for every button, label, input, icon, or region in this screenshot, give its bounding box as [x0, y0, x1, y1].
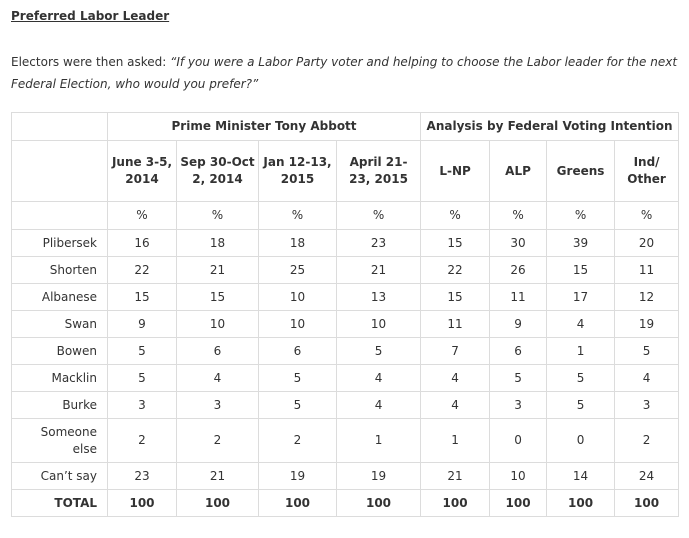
value-cell: 20 [615, 230, 679, 257]
row-label: Macklin [12, 365, 108, 392]
value-cell: 10 [177, 311, 259, 338]
value-cell: 4 [337, 392, 421, 419]
total-cell: 100 [259, 490, 337, 517]
row-label: Bowen [12, 338, 108, 365]
value-cell: 23 [337, 230, 421, 257]
column-header-row [12, 141, 679, 202]
value-cell: 14 [547, 463, 615, 490]
column-header: Sep 30-Oct 2, 2014 [177, 141, 259, 202]
value-cell: 4 [615, 365, 679, 392]
total-cell: 100 [337, 490, 421, 517]
value-cell: 3 [490, 392, 547, 419]
value-cell: 7 [421, 338, 490, 365]
value-cell: 21 [337, 257, 421, 284]
section-heading: Preferred Labor Leader [11, 9, 170, 23]
intro-text [11, 51, 679, 95]
total-cell: 100 [547, 490, 615, 517]
column-header: Ind/ Other [615, 141, 679, 202]
value-cell: 18 [177, 230, 259, 257]
value-cell: 0 [490, 419, 547, 463]
value-cell: 15 [177, 284, 259, 311]
value-cell: 30 [490, 230, 547, 257]
value-cell: 15 [421, 284, 490, 311]
value-cell: 9 [490, 311, 547, 338]
value-cell: 4 [337, 365, 421, 392]
value-cell: 5 [259, 392, 337, 419]
value-cell: 10 [259, 311, 337, 338]
value-cell: 6 [259, 338, 337, 365]
value-cell: 10 [259, 284, 337, 311]
value-cell: 4 [547, 311, 615, 338]
column-header: April 21-23, 2015 [337, 141, 421, 202]
group-header-abbott: Prime Minister Tony Abbott [108, 113, 421, 141]
column-header: Jan 12-13, 2015 [259, 141, 337, 202]
total-cell: 100 [421, 490, 490, 517]
value-cell: 15 [108, 284, 177, 311]
value-cell: 24 [615, 463, 679, 490]
value-cell: 19 [259, 463, 337, 490]
column-header: ALP [490, 141, 547, 202]
table-row [12, 284, 679, 311]
column-header: L-NP [421, 141, 490, 202]
value-cell: 23 [108, 463, 177, 490]
unit-cell: % [337, 202, 421, 230]
value-cell: 16 [108, 230, 177, 257]
value-cell: 5 [547, 392, 615, 419]
row-label: Albanese [12, 284, 108, 311]
value-cell: 1 [421, 419, 490, 463]
poll-table [11, 112, 679, 517]
value-cell: 9 [108, 311, 177, 338]
group-header-row [12, 113, 679, 141]
value-cell: 4 [421, 392, 490, 419]
value-cell: 17 [547, 284, 615, 311]
value-cell: 5 [108, 365, 177, 392]
value-cell: 3 [177, 392, 259, 419]
total-cell: 100 [615, 490, 679, 517]
value-cell: 1 [547, 338, 615, 365]
corner-cell [12, 113, 108, 141]
value-cell: 1 [337, 419, 421, 463]
value-cell: 22 [421, 257, 490, 284]
table-row [12, 311, 679, 338]
value-cell: 4 [177, 365, 259, 392]
value-cell: 12 [615, 284, 679, 311]
value-cell: 21 [177, 257, 259, 284]
row-label: Plibersek [12, 230, 108, 257]
row-label: Swan [12, 311, 108, 338]
unit-cell: % [108, 202, 177, 230]
value-cell: 5 [337, 338, 421, 365]
column-header-blank [12, 141, 108, 202]
poll-table-body [12, 113, 679, 517]
value-cell: 6 [490, 338, 547, 365]
value-cell: 2 [108, 419, 177, 463]
value-cell: 21 [177, 463, 259, 490]
value-cell: 3 [615, 392, 679, 419]
value-cell: 5 [547, 365, 615, 392]
value-cell: 18 [259, 230, 337, 257]
table-row [12, 419, 679, 463]
total-label: TOTAL [12, 490, 108, 517]
value-cell: 5 [108, 338, 177, 365]
value-cell: 21 [421, 463, 490, 490]
row-label: Shorten [12, 257, 108, 284]
total-cell: 100 [177, 490, 259, 517]
value-cell: 0 [547, 419, 615, 463]
value-cell: 11 [615, 257, 679, 284]
column-header: June 3-5, 2014 [108, 141, 177, 202]
value-cell: 10 [490, 463, 547, 490]
unit-cell: % [421, 202, 490, 230]
table-row [12, 365, 679, 392]
value-cell: 22 [108, 257, 177, 284]
table-row [12, 257, 679, 284]
intro-question: “If you were a Labor Party voter and helping to choose the Labor leader for the next Federal Election, who would you prefer?” [11, 55, 678, 91]
value-cell: 5 [490, 365, 547, 392]
value-cell: 4 [421, 365, 490, 392]
total-cell: 100 [490, 490, 547, 517]
unit-label-blank [12, 202, 108, 230]
value-cell: 39 [547, 230, 615, 257]
unit-cell: % [177, 202, 259, 230]
total-row [12, 490, 679, 517]
value-cell: 3 [108, 392, 177, 419]
unit-cell: % [615, 202, 679, 230]
table-row [12, 392, 679, 419]
group-header-voting-intention: Analysis by Federal Voting Intention [421, 113, 679, 141]
unit-row [12, 202, 679, 230]
unit-cell: % [259, 202, 337, 230]
value-cell: 19 [337, 463, 421, 490]
value-cell: 10 [337, 311, 421, 338]
table-row [12, 463, 679, 490]
total-cell: 100 [108, 490, 177, 517]
unit-cell: % [547, 202, 615, 230]
row-label: Someone else [12, 419, 108, 463]
value-cell: 15 [547, 257, 615, 284]
row-label: Burke [12, 392, 108, 419]
unit-cell: % [490, 202, 547, 230]
value-cell: 11 [421, 311, 490, 338]
table-row [12, 338, 679, 365]
value-cell: 2 [615, 419, 679, 463]
value-cell: 5 [259, 365, 337, 392]
value-cell: 2 [259, 419, 337, 463]
value-cell: 2 [177, 419, 259, 463]
value-cell: 5 [615, 338, 679, 365]
value-cell: 13 [337, 284, 421, 311]
value-cell: 15 [421, 230, 490, 257]
row-label: Can’t say [12, 463, 108, 490]
value-cell: 26 [490, 257, 547, 284]
table-row [12, 230, 679, 257]
intro-lead: Electors were then asked: [11, 55, 171, 69]
value-cell: 25 [259, 257, 337, 284]
value-cell: 11 [490, 284, 547, 311]
value-cell: 19 [615, 311, 679, 338]
column-header: Greens [547, 141, 615, 202]
value-cell: 6 [177, 338, 259, 365]
